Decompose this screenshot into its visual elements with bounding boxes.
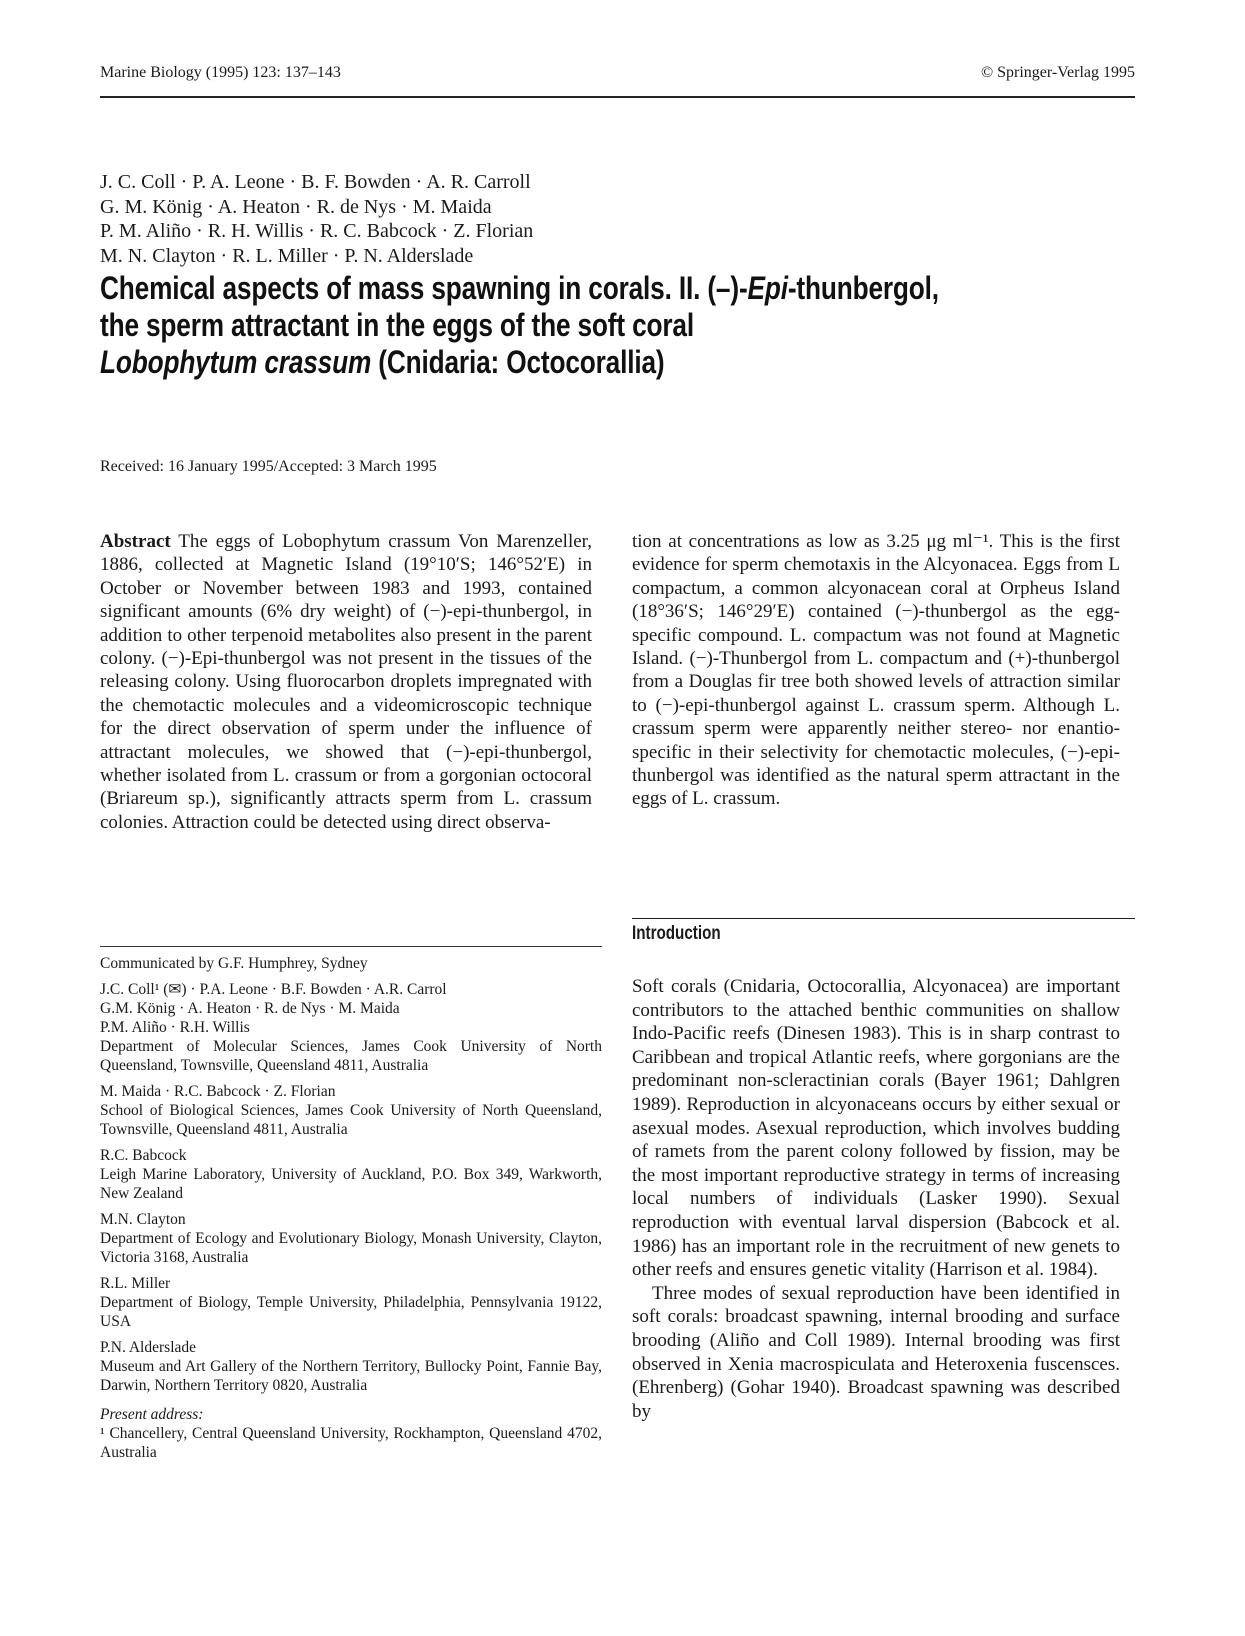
publisher-copyright: © Springer-Verlag 1995 [980, 64, 1135, 81]
affiliation-block: R.C. Babcock Leigh Marine Laboratory, University of Auckland, P.O. Box 349, Warkworth, New Zealand [100, 1147, 602, 1202]
author-line: M. N. Clayton · R. L. Miller · P. N. Alderslade [100, 244, 474, 267]
present-address-text: ¹ Chancellery, Central Queensland University, Rockhampton, Queensland 4702, Australia [100, 1425, 602, 1461]
introduction-body [632, 975, 1120, 1423]
footnote-rule [100, 946, 602, 947]
paper-title: Chemical aspects of mass spawning in corals. II. (–)-Epi-thunbergol, the sperm attractant in the eggs of the soft coral Lobophytum crassum (Cnidaria: Octocorallia) [100, 270, 939, 380]
abstract-right-column [632, 530, 1120, 811]
received-dates: Received: 16 January 1995/Accepted: 3 March 1995 [100, 458, 437, 475]
affiliation-block: J.C. Coll¹ (✉) · P.A. Leone · B.F. Bowden · A.R. Carrol G.M. König · A. Heaton · R. de Nys · M. Maida P.M. Aliño · R.H. Willis Department of Molecular Sciences, James Cook University of North Queensland, Townsville, Queensland 4811, Australia [100, 981, 602, 1074]
communicated-by: Communicated by G.F. Humphrey, Sydney [100, 955, 368, 972]
abstract-text-continued: tion at concentrations as low as 3.25 μg ml⁻¹. This is the first evidence for sperm chemotaxis in the Alcyonacea. Eggs from L compactum, a common alcyonacean coral at Orpheus Island (18°36′S; 146°29′E) contained (−)-thunbergol as the egg-specific compound. L. compactum was not found at Magnetic Island. (−)-Thunbergol from L. compactum and (+)-thunbergol from a Douglas fir tree both showed levels of attraction similar to (−)-epi-thunbergol against L. crassum sperm. Although L. crassum sperm were apparently neither stereo- nor enantio-specific in their selectivity for chemotactic molecules, (−)-epi-thunbergol was identified as the natural sperm attractant in the eggs of L. crassum. [632, 531, 1120, 810]
affiliation-block: M. Maida · R.C. Babcock · Z. Florian School of Biological Sciences, James Cook University of North Queensland, Townsville, Queensland 4811, Australia [100, 1083, 602, 1138]
journal-citation: Marine Biology (1995) 123: 137–143 [100, 64, 341, 81]
author-line: J. C. Coll · P. A. Leone · B. F. Bowden · A. R. Carroll [100, 171, 531, 193]
affiliation-footnotes [100, 954, 602, 1462]
author-line: G. M. König · A. Heaton · R. de Nys · M. Maida [100, 195, 492, 218]
affiliation-block: R.L. Miller Department of Biology, Temple University, Philadelphia, Pennsylvania 19122, USA [100, 1275, 602, 1330]
affiliation-block: P.N. Alderslade Museum and Art Gallery of the Northern Territory, Bullocky Point, Fannie Bay, Darwin, Northern Territory 0820, Australia [100, 1339, 602, 1394]
abstract-label: Abstract [100, 531, 171, 552]
present-address-label: Present address: [100, 1406, 204, 1423]
header-rule [100, 96, 1135, 98]
author-list [100, 170, 533, 268]
affiliation-block: M.N. Clayton Department of Ecology and Evolutionary Biology, Monash University, Clayton, Victoria 3168, Australia [100, 1211, 602, 1266]
author-line: P. M. Aliño · R. H. Willis · R. C. Babcock · Z. Florian [100, 220, 534, 242]
section-rule [632, 918, 1135, 919]
abstract-left-column [100, 530, 592, 834]
abstract-text: The eggs of Lobophytum crassum Von Marenzeller, 1886, collected at Magnetic Island (19°10′S; 146°52′E) in October or November between 1983 and 1993, contained significant amounts (6% dry weight) of (−)-epi-thunbergol, in addition to other terpenoid metabolites also present in the parent colony. (−)-Epi-thunbergol was not present in the tissues of the releasing colony. Using fluorocarbon droplets impregnated with the chemotactic molecules and a videomicroscopic technique for the direct observation of sperm under the influence of attractant molecules, we showed that (−)-epi-thunbergol, whether isolated from L. crassum or from a gorgonian octocoral (Briareum sp.), significantly attracts sperm from L. crassum colonies. Attraction could be detected using direct observa- [100, 531, 592, 833]
introduction-heading: Introduction [632, 923, 721, 944]
paragraph: Three modes of sexual reproduction have been identified in soft corals: broadcast spawning, internal brooding and surface brooding (Aliño and Coll 1989). Internal brooding was first observed in Xenia macrospiculata and Heteroxenia fuscensces. (Ehrenberg) (Gohar 1940). Broadcast spawning was described by [632, 1282, 1120, 1422]
paragraph: Soft corals (Cnidaria, Octocorallia, Alcyonacea) are important contributors to the attached benthic communities on shallow Indo-Pacific reefs (Dinesen 1983). This is in sharp contrast to Caribbean and tropical Atlantic reefs, where gorgonians are the predominant non-scleractinian corals (Bayer 1961; Dahlgren 1989). Reproduction in alcyonaceans occurs by either sexual or asexual modes. Asexual reproduction, which involves budding of ramets from the parent colony followed by fission, may be the most important reproductive strategy in terms of increasing local numbers of individuals (Lasker 1990). Sexual reproduction with eventual larval dispersion (Babcock et al. 1986) has an important role in the recruitment of new genets to other reefs and ensures genetic vitality (Harrison et al. 1984). [632, 976, 1120, 1281]
